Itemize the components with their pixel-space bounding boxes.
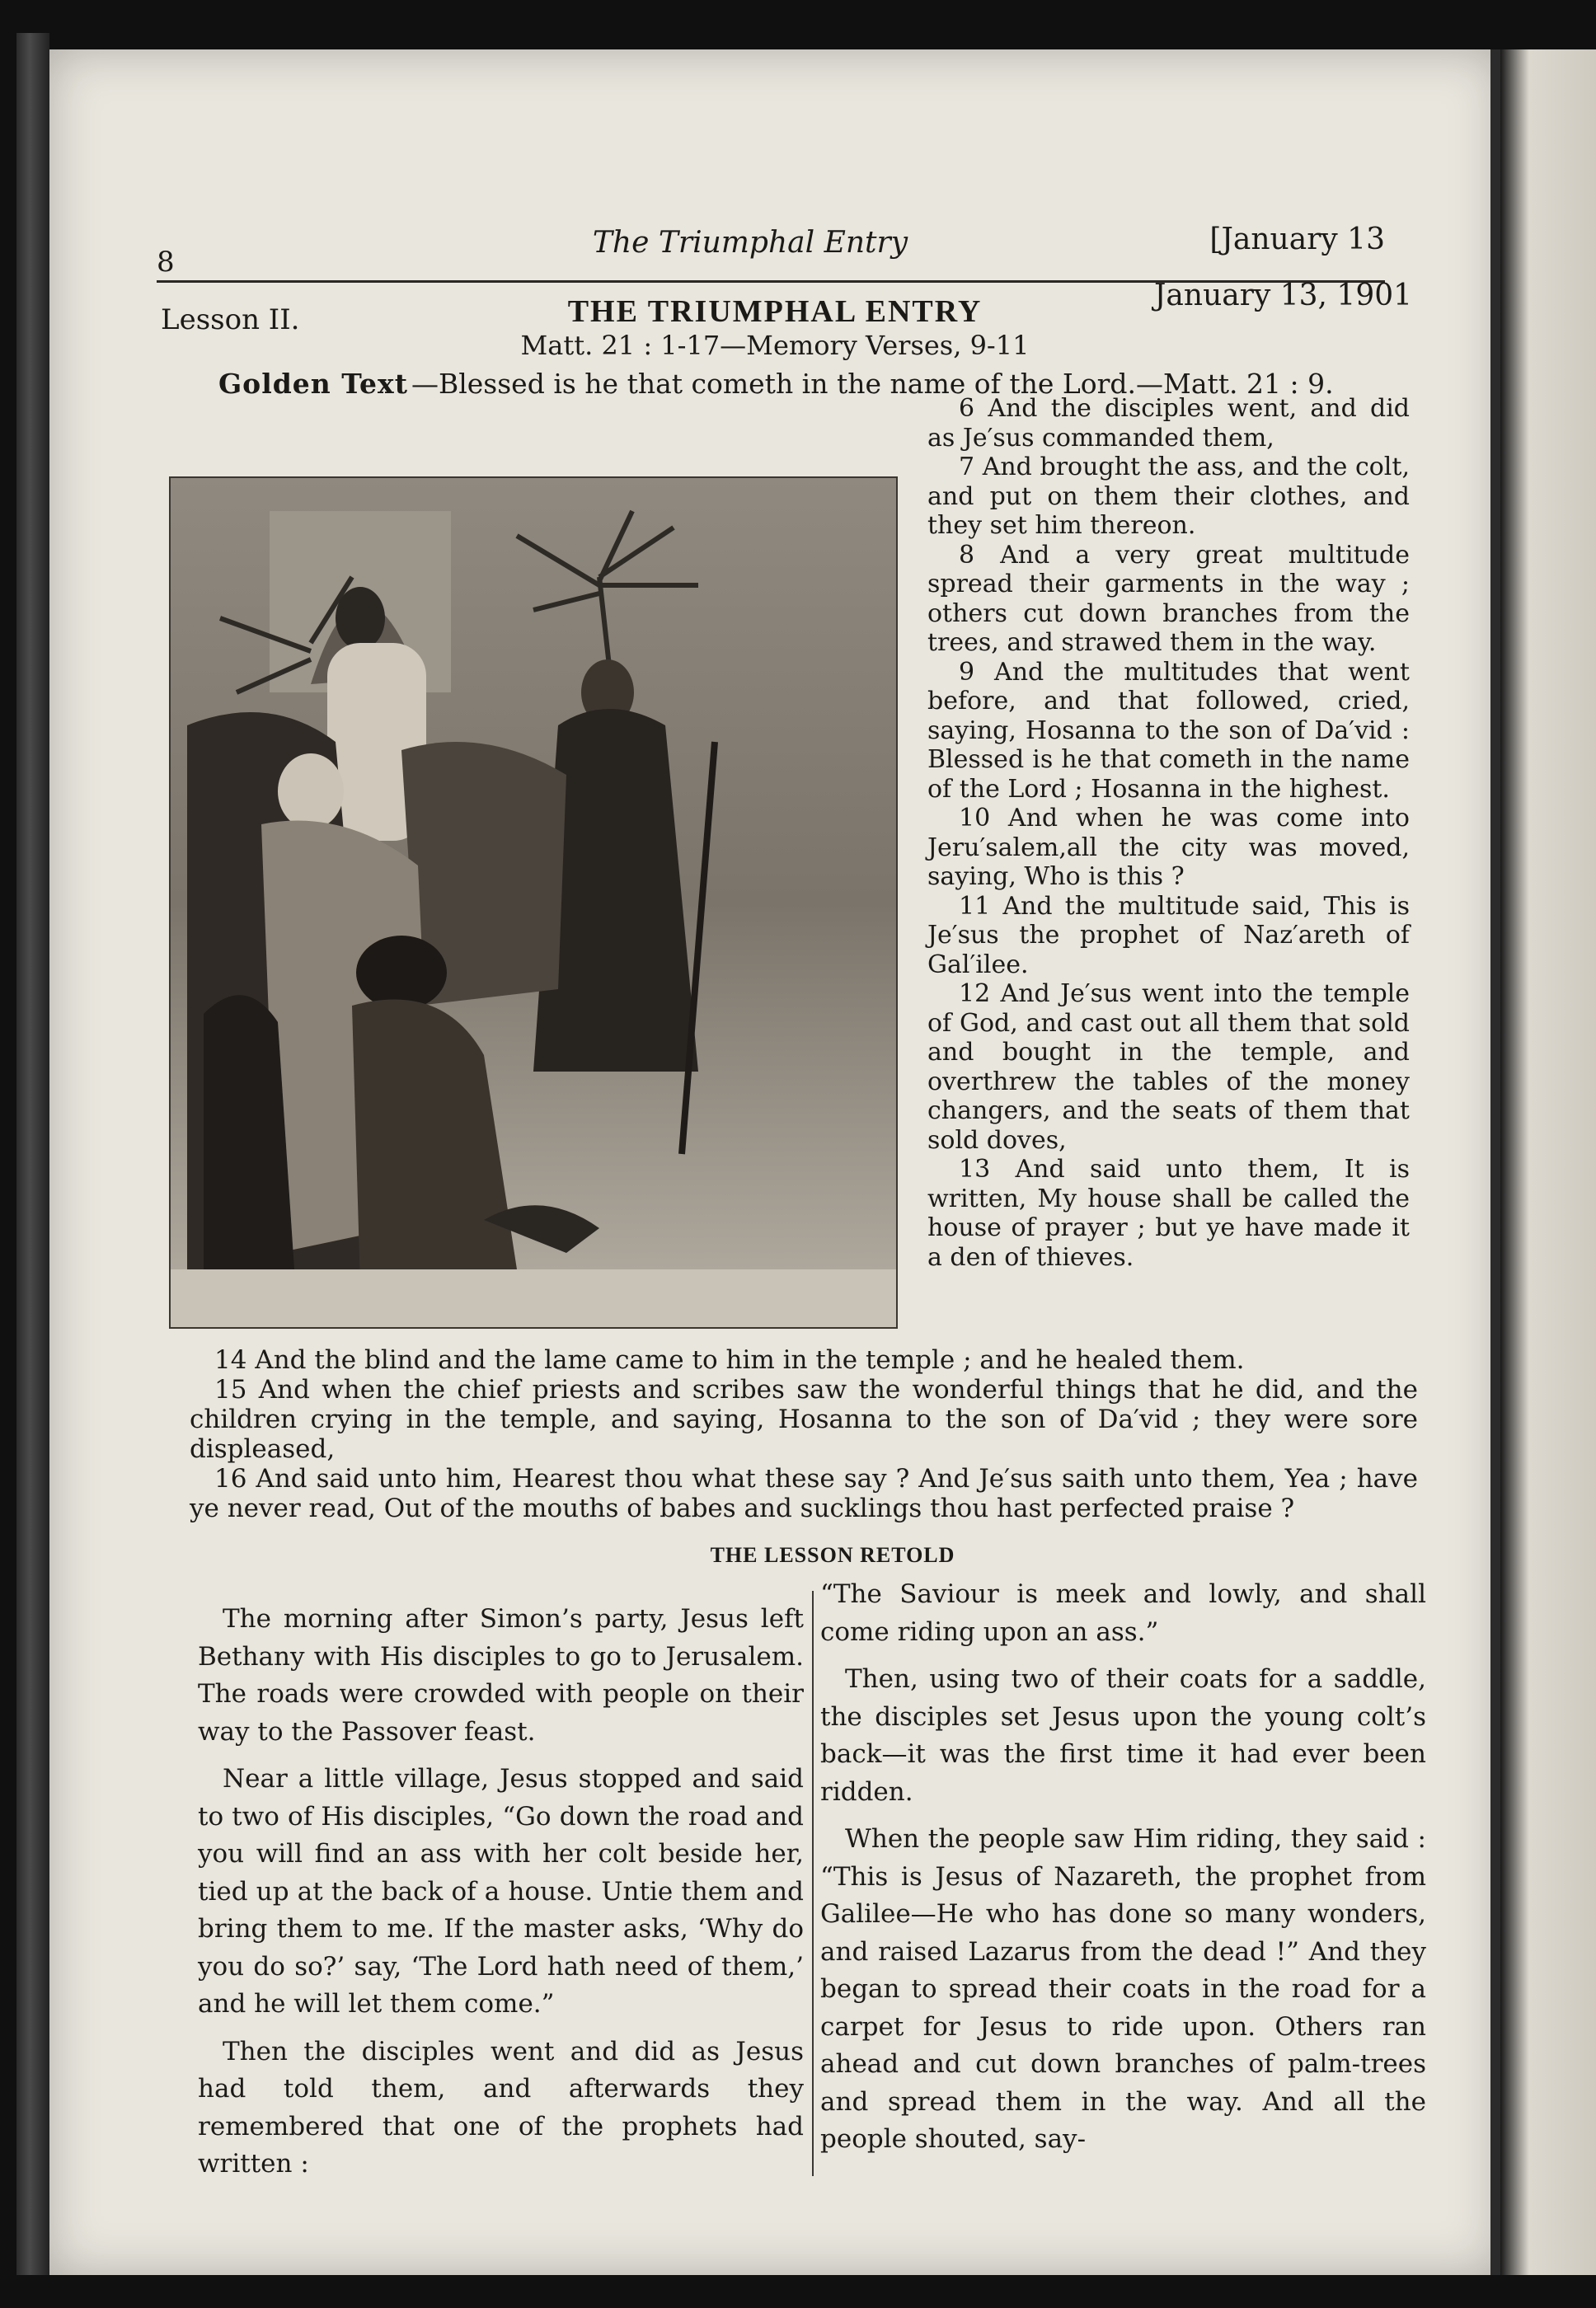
facing-page-edge	[1500, 49, 1596, 2275]
lesson-title: THE TRIUMPHAL ENTRY	[567, 294, 983, 329]
retold-paragraph: Then, using two of their coats for a saddle, the disciples set Jesus upon the young colt’s back—it was the first time it had ever been ridden.	[820, 1664, 1426, 1807]
lesson-number: Lesson II.	[161, 303, 300, 336]
verse-11: 11 And the multitude said, This is Je′sus the prophet of Naz′areth of Gal′ilee.	[927, 891, 1410, 979]
verse-15: 15 And when the chief priests and scribes saw the wonderful things that he did, and the children crying in the temple, and saying, Hosanna to the son of Da′vid ; they were sore displeased,	[190, 1375, 1418, 1464]
page-number: 8	[157, 246, 175, 279]
running-date: [January 13	[1209, 223, 1385, 256]
verse-8: 8 And a very great multitude spread their garments in the way ; others cut down branches from the trees, and strawed them in the way.	[927, 540, 1410, 657]
scripture-reference: Matt. 21 : 1-17—Memory Verses, 9-11	[520, 330, 1030, 361]
retold-right-column	[820, 1576, 1426, 2169]
retold-paragraph: When the people saw Him riding, they said : “This is Jesus of Nazareth, the prophet from Galilee—He who has done so many wonders, and raised Lazarus from the dead !” And they began to spread their coats in the road for a carpet for Jesus to ride upon. Others ran ahead and cut down branches of palm-trees and spread them in the way. And all the people shouted, say-	[820, 1824, 1426, 2154]
column-divider	[812, 1591, 814, 2176]
verse-12: 12 And Je′sus went into the temple of God, and cast out all them that sold and bought in the temple, and overthrew the tables of the money changers, and the seats of them that sold doves,	[927, 979, 1410, 1155]
lesson-date: January 13, 1901	[1154, 279, 1413, 312]
verse-7: 7 And brought the ass, and the colt, and put on them their clothes, and they set him thereon.	[927, 453, 1410, 540]
triumphal-entry-illustration	[169, 476, 898, 1329]
verse-6: 6 And the disciples went, and did as Je′sus commanded them,	[927, 394, 1410, 453]
verses-14-16	[190, 1345, 1418, 1523]
lesson-retold-heading: THE LESSON RETOLD	[710, 1543, 955, 1567]
retold-paragraph: Then the disciples went and did as Jesus had told them, and afterwards they remembered that one of the prophets had written :	[198, 2036, 804, 2179]
verse-14: 14 And the blind and the lame came to him in the temple ; and he healed them.	[214, 1345, 1245, 1375]
verse-13: 13 And said unto them, It is written, My house shall be called the house of prayer ; but ye have made it a den of thieves.	[927, 1155, 1410, 1272]
golden-text-body: —Blessed is he that cometh in the name of the Lord.—Matt. 21 : 9.	[411, 368, 1334, 400]
book-edge	[16, 33, 49, 2275]
verses-6-13-column	[927, 394, 1410, 1272]
running-title: The Triumphal Entry	[592, 226, 908, 260]
retold-paragraph: “The Saviour is meek and lowly, and shall come riding upon an ass.”	[820, 1579, 1426, 1647]
golden-text-label: Golden Text	[218, 368, 408, 400]
verse-9: 9 And the multitudes that went before, and that followed, cried, saying, Hosanna to the son of Da′vid : Blessed is he that cometh in the name of the Lord ; Hosanna in the highest.	[927, 657, 1410, 804]
running-head	[115, 223, 1385, 279]
verse-10: 10 And when he was come into Jeru′salem,all the city was moved, saying, Who is this ?	[927, 804, 1410, 891]
retold-left-column	[198, 1601, 804, 2193]
retold-paragraph: The morning after Simon’s party, Jesus left Bethany with His disciples to go to Jerusalem. The roads were crowded with people on their way to the Passover feast.	[198, 1604, 804, 1747]
retold-paragraph: Near a little village, Jesus stopped and said to two of His disciples, “Go down the road and you will find an ass with her colt beside her, tied up at the back of a house. Untie them and bring them to me. If the master asks, ‘Why do you do so?’ say, ‘The Lord hath need of them,’ and he will let them come.”	[198, 1764, 804, 2019]
verse-16: 16 And said unto him, Hearest thou what these say ? And Je′sus saith unto them, Yea ; have ye never read, Out of the mouths of babes and sucklings thou hast perfected praise ?	[190, 1464, 1418, 1523]
